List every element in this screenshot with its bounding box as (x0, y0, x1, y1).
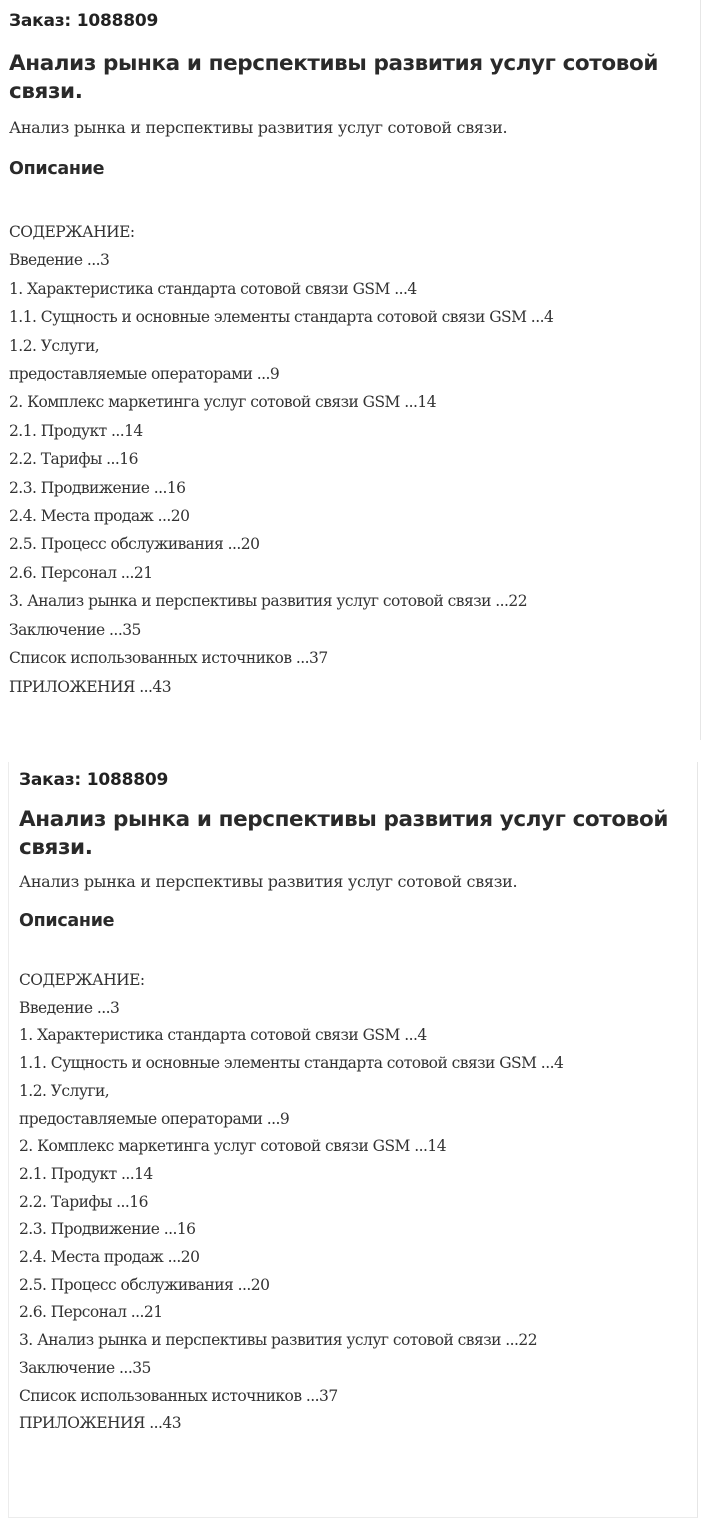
toc-item: 3. Анализ рынка и перспективы развития услуг сотовой связи ...22 (19, 1331, 538, 1350)
toc-item: 1.1. Сущность и основные элементы стандарта сотовой связи GSM ...4 (9, 308, 554, 327)
order-card-2 (8, 762, 698, 1518)
toc-item: Введение ...3 (19, 998, 120, 1017)
toc-item: 2. Комплекс маркетинга услуг сотовой связи GSM ...14 (19, 1137, 447, 1156)
toc-item: предоставляемые операторами ...9 (9, 365, 280, 384)
toc-item: 1. Характеристика стандарта сотовой связи GSM ...4 (19, 1026, 427, 1045)
toc-item: 2.5. Процесс обслуживания ...20 (19, 1275, 270, 1294)
toc-item: ПРИЛОЖЕНИЯ ...43 (9, 677, 172, 696)
toc-item: 2.2. Тарифы ...16 (9, 450, 138, 469)
toc-item: Заключение ...35 (19, 1358, 151, 1377)
toc-item: 1.2. Услуги, (9, 336, 100, 355)
toc-item: 1.1. Сущность и основные элементы стандарта сотовой связи GSM ...4 (19, 1054, 564, 1073)
order-number: Заказ: 1088809 (9, 11, 159, 31)
description-heading: Описание (9, 159, 105, 179)
toc-item: 2.4. Места продаж ...20 (19, 1248, 200, 1267)
table-of-contents (9, 218, 690, 701)
toc-item: 2.3. Продвижение ...16 (19, 1220, 196, 1239)
toc-item: 2.1. Продукт ...14 (19, 1164, 153, 1183)
table-of-contents (19, 967, 687, 1438)
description-heading: Описание (19, 911, 115, 931)
toc-item: СОДЕРЖАНИЕ: (19, 971, 145, 989)
toc-item: 2.6. Персонал ...21 (19, 1303, 163, 1322)
toc-item: 2. Комплекс маркетинга услуг сотовой связи GSM ...14 (9, 393, 437, 412)
toc-item: 3. Анализ рынка и перспективы развития услуг сотовой связи ...22 (9, 592, 528, 611)
toc-item: Заключение ...35 (9, 620, 141, 639)
toc-item: Список использованных источников ...37 (19, 1386, 338, 1405)
toc-item: СОДЕРЖАНИЕ: (9, 223, 135, 241)
toc-item: Список использованных источников ...37 (9, 649, 328, 668)
order-number: Заказ: 1088809 (19, 770, 169, 790)
toc-item: 2.2. Тарифы ...16 (19, 1192, 148, 1211)
order-subtitle: Анализ рынка и перспективы развития услуг сотовой связи. (19, 872, 518, 891)
toc-item: 2.5. Процесс обслуживания ...20 (9, 535, 260, 554)
toc-item: Введение ...3 (9, 251, 110, 270)
order-card-1 (0, 0, 701, 740)
toc-item: ПРИЛОЖЕНИЯ ...43 (19, 1414, 182, 1433)
toc-item: предоставляемые операторами ...9 (19, 1109, 290, 1128)
toc-item: 1.2. Услуги, (19, 1081, 110, 1100)
order-title: Анализ рынка и перспективы развития услуг сотовой связи. (19, 807, 668, 860)
order-title: Анализ рынка и перспективы развития услуг сотовой связи. (9, 51, 658, 104)
order-subtitle: Анализ рынка и перспективы развития услуг сотовой связи. (9, 118, 508, 137)
toc-item: 2.3. Продвижение ...16 (9, 478, 186, 497)
toc-item: 2.6. Персонал ...21 (9, 563, 153, 582)
toc-item: 2.4. Места продаж ...20 (9, 507, 190, 526)
toc-item: 1. Характеристика стандарта сотовой связи GSM ...4 (9, 279, 417, 298)
toc-item: 2.1. Продукт ...14 (9, 421, 143, 440)
